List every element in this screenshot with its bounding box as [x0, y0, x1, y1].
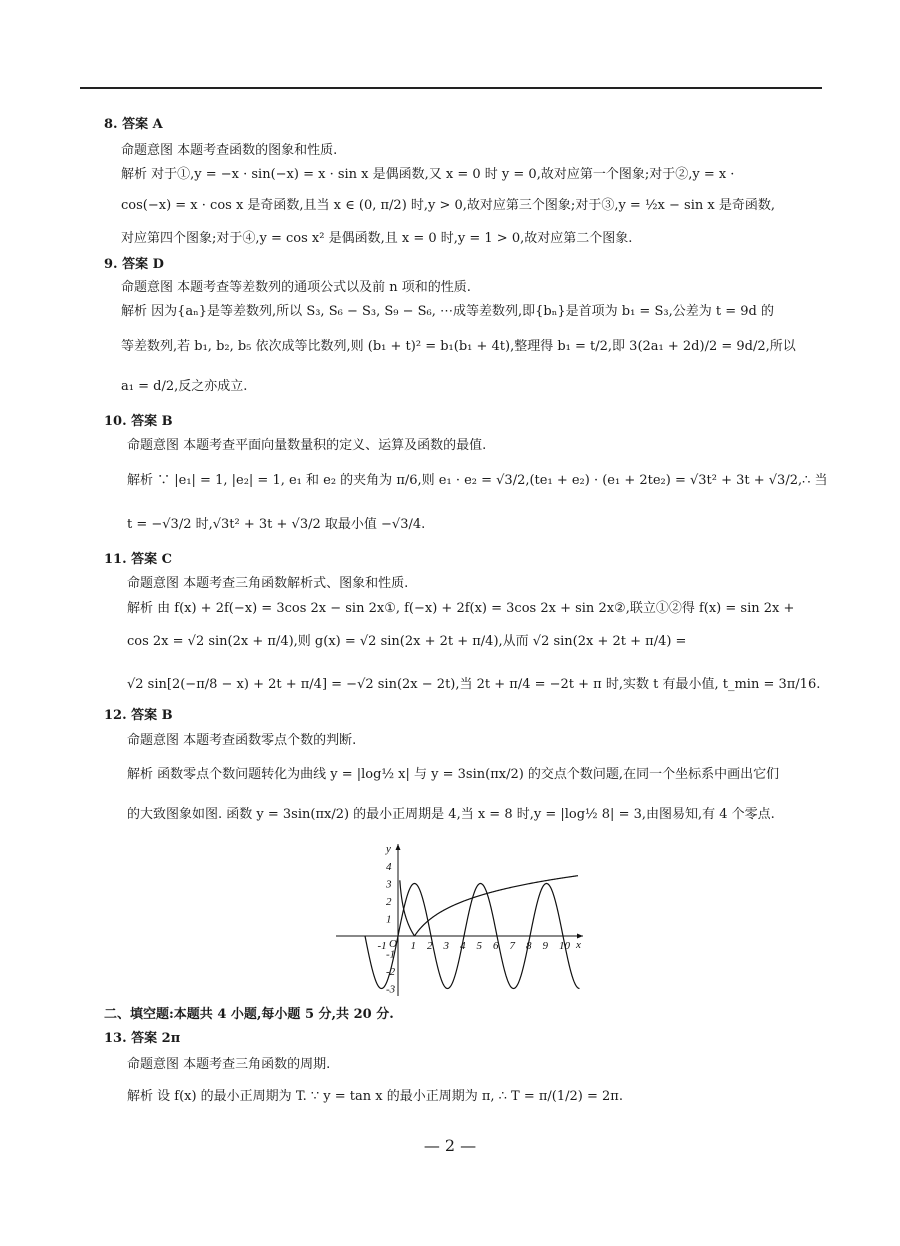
q8-intent: 命题意图 本题考查函数的图象和性质. — [121, 143, 338, 158]
q11-intent: 命题意图 本题考查三角函数解析式、图象和性质. — [127, 576, 409, 591]
q8-answer: 8. 答案 A — [104, 117, 163, 132]
q13-analysis-1: 解析 设 f(x) 的最小正周期为 T. ∵ y = tan x 的最小正周期为 π, ∴ T = π/(1/2) = 2π. — [127, 1089, 623, 1104]
q10-intent: 命题意图 本题考查平面向量数量积的定义、运算及函数的最值. — [127, 438, 487, 453]
q9-analysis-3: a₁ = d/2,反之亦成立. — [121, 379, 248, 394]
x-tick-label: 2 — [427, 940, 433, 952]
q11-answer: 11. 答案 C — [104, 552, 173, 567]
q12-analysis-1: 解析 函数零点个数问题转化为曲线 y = |log½ x| 与 y = 3sin(πx/2) 的交点个数问题,在同一个坐标系中画出它们 — [127, 767, 780, 782]
top-rule — [80, 87, 822, 89]
x-axis-label: x — [576, 939, 581, 951]
x-tick-label: 5 — [476, 940, 482, 952]
section-2-heading: 二、填空题:本题共 4 小题,每小题 5 分,共 20 分. — [104, 1007, 394, 1022]
q9-intent: 命题意图 本题考查等差数列的通项公式以及前 n 项和的性质. — [121, 280, 471, 295]
q12-intent: 命题意图 本题考查函数零点个数的判断. — [127, 733, 357, 748]
x-tick-label: 4 — [460, 940, 466, 952]
q9-answer: 9. 答案 D — [104, 257, 164, 272]
q11-analysis-1: 解析 由 f(x) + 2f(−x) = 3cos 2x − sin 2x①, f(−x) + 2f(x) = 3cos 2x + sin 2x②,联立①②得 f(x) = sin 2x + — [127, 601, 795, 616]
x-tick-label: 6 — [493, 940, 499, 952]
y-tick-label: 3 — [386, 878, 392, 891]
x-tick-label: 3 — [443, 940, 449, 952]
x-tick-label: 1 — [410, 940, 416, 952]
x-tick-label: -1 — [377, 940, 387, 952]
y-axis-arrow — [396, 844, 401, 850]
q12-analysis-2: 的大致图象如图. 函数 y = 3sin(πx/2) 的最小正周期是 4,当 x = 8 时,y = |log½ 8| = 3,由图易知,有 4 个零点. — [127, 807, 775, 822]
q11-analysis-3: √2 sin[2(−π/8 − x) + 2t + π/4] = −√2 sin(2x − 2t),当 2t + π/4 = −2t + π 时,实数 t 有最小值, t_min = 3π/16. — [127, 677, 821, 692]
function-graph — [328, 838, 588, 998]
q12-answer: 12. 答案 B — [104, 708, 173, 723]
q8-analysis-3: 对应第四个图象;对于④,y = cos x² 是偶函数,且 x = 0 时,y = 1 > 0,故对应第二个图象. — [121, 231, 633, 246]
q8-analysis-2: cos(−x) = x · cos x 是奇函数,且当 x ∈ (0, π/2) 时,y > 0,故对应第三个图象;对于③,y = ½x − sin x 是奇函数, — [121, 198, 775, 213]
origin-label: O — [389, 938, 397, 950]
y-tick-label: -1 — [386, 948, 396, 961]
q13-intent: 命题意图 本题考查三角函数的周期. — [127, 1057, 331, 1072]
q10-analysis-2: t = −√3/2 时,√3t² + 3t + √3/2 取最小值 −√3/4. — [127, 517, 426, 532]
y-axis-label: y — [386, 843, 391, 855]
y-tick-label: 1 — [386, 913, 392, 926]
x-tick-label: 9 — [542, 940, 548, 952]
q9-analysis-2: 等差数列,若 b₁, b₂, b₅ 依次成等比数列,则 (b₁ + t)² = b₁(b₁ + 4t),整理得 b₁ = t/2,即 3(2a₁ + 2d)/2 = 9d/2,所以 — [121, 339, 796, 354]
y-tick-label: 4 — [386, 861, 392, 873]
y-tick-label: -3 — [386, 983, 396, 996]
graph-labels — [378, 843, 582, 996]
y-tick-label: 2 — [386, 896, 392, 908]
x-tick-label: 7 — [509, 940, 515, 952]
page-number: — 2 — — [423, 1136, 477, 1155]
x-axis-arrow — [577, 934, 583, 939]
q8-analysis-1: 解析 对于①,y = −x · sin(−x) = x · sin x 是偶函数,又 x = 0 时 y = 0,故对应第一个图象;对于②,y = x · — [121, 167, 735, 182]
graph-curves — [365, 876, 580, 989]
x-tick-label: 10 — [559, 940, 570, 952]
x-tick-label: 8 — [526, 940, 532, 952]
q11-analysis-2: cos 2x = √2 sin(2x + π/4),则 g(x) = √2 sin(2x + 2t + π/4),从而 √2 sin(2x + 2t + π/4) = — [127, 634, 687, 649]
q9-analysis-1: 解析 因为{aₙ}是等差数列,所以 S₃, S₆ − S₃, S₉ − S₆, ⋯成等差数列,即{bₙ}是首项为 b₁ = S₃,公差为 t = 9d 的 — [121, 304, 774, 319]
y-tick-label: -2 — [386, 966, 396, 978]
log-abs-curve — [400, 876, 578, 936]
q13-answer: 13. 答案 2π — [104, 1031, 181, 1046]
q10-analysis-1: 解析 ∵ |e₁| = 1, |e₂| = 1, e₁ 和 e₂ 的夹角为 π/6,则 e₁ · e₂ = √3/2,(te₁ + e₂) · (e₁ + 2te₂) = √3t² + 3t + √3/2,∴ 当 — [127, 473, 828, 488]
q10-answer: 10. 答案 B — [104, 414, 173, 429]
